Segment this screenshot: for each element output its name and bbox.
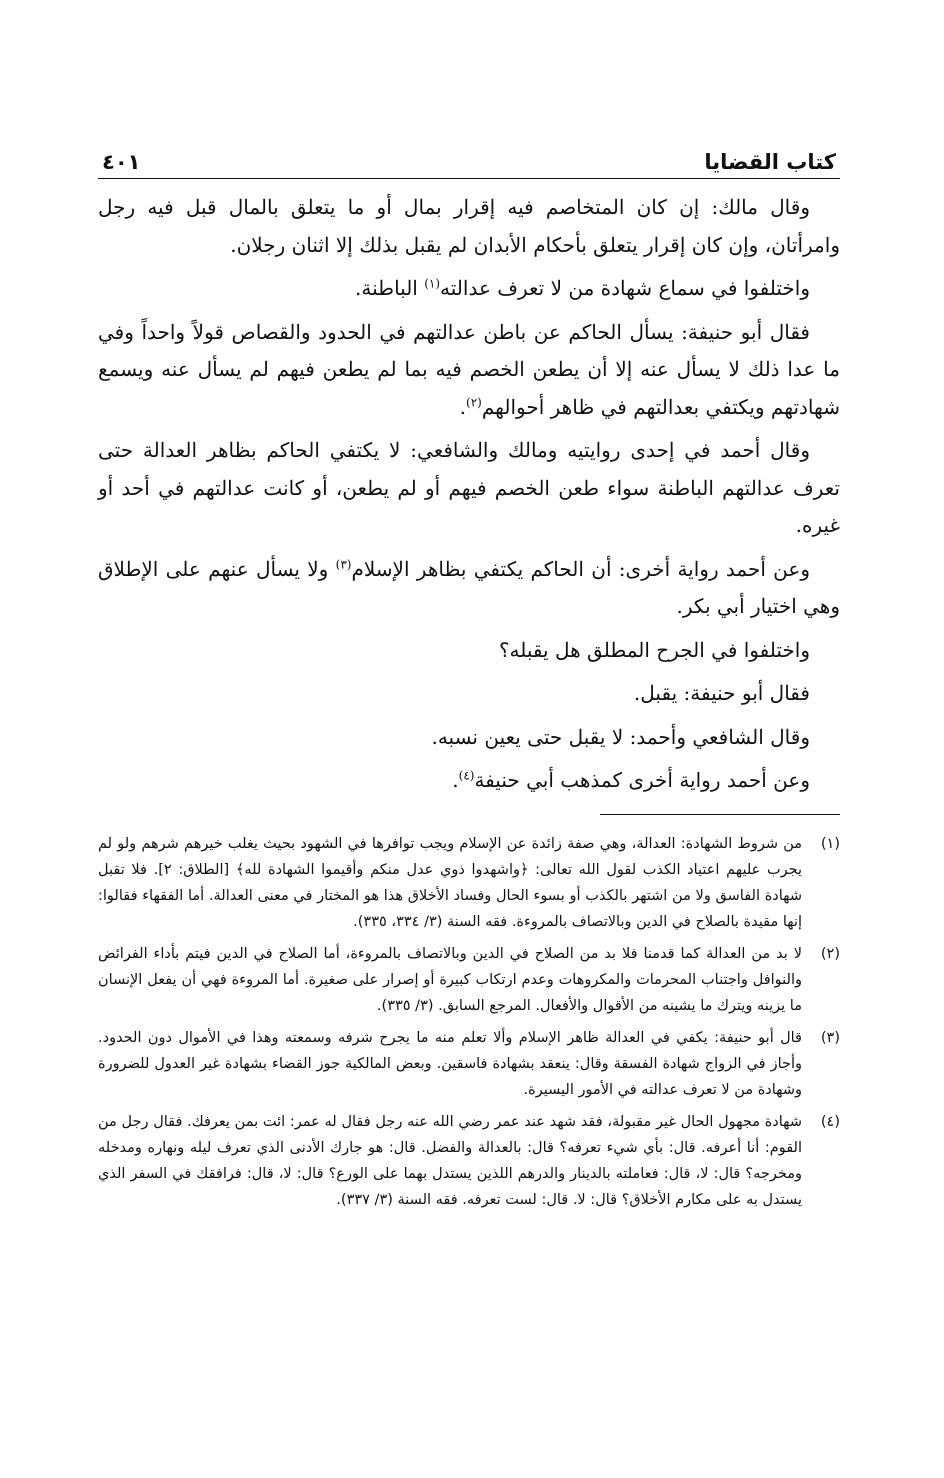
footnote-ref-2[interactable]: (٢): [466, 394, 482, 409]
footnote-text: من شروط الشهادة: العدالة، وهي صفة زائدة عن الإسلام ويجب توافرها في الشهود بحيث يغلب خيرهم شرهم ولو لم يجرب عليهم اعتياد الكذب لقول الله تعالى: ﴿واشهدوا ذوي عدل منكم وأقيموا الشهادة لله﴾ [الطلاق: ٢]. فلا تقبل شهادة الفاسق ولا من اشتهر بالكذب أو بسوء الحال وفساد الأخلاق هذا هو المختار في معنى العدالة. أما الفقهاء فقالوا: إنها مقيدة بالصلاح في الدين وبالاتصاف بالمروءة. فقه السنة (٣/ ٣٣٤، ٣٣٥).: [98, 835, 802, 930]
footnote-number: (٢): [820, 945, 840, 962]
paragraph: فقال أبو حنيفة: يقبل.: [633, 681, 810, 705]
footnote-text: قال أبو حنيفة: يكفي في العدالة ظاهر الإسلام وألا تعلم منه ما يجرح شرفه وسمعته وهذا في الأموال دون الحدود. وأجاز في الزواج شهادة الفسقة وقال: ينعقد بشهادة فاسقين. وبعض المالكية جوز القضاء بشهادة غير العدول للضرورة وشهادة من لا تعرف عدالته في الأمور اليسيرة.: [98, 1029, 802, 1098]
book-page: [98, 140, 840, 1219]
paragraph: وقال أحمد في إحدى روايتيه ومالك والشافعي: لا يكتفي الحاكم بظاهر العدالة حتى تعرف عدالتهم الباطنة سواء طعن الخصم فيهم أو لم يطعن، أو كانت عدالتهم في أحد أو غيره.: [98, 438, 840, 537]
footnote-1: [98, 831, 840, 935]
running-header: [98, 140, 840, 178]
running-title: كتاب القضايا: [704, 150, 836, 174]
footnote-text: شهادة مجهول الحال غير مقبولة، فقد شهد عند عمر رضي الله عنه رجل فقال له عمر: ائت بمن يعرفك. فقال رجل من القوم: أنا أعرفه. قال: بأي شيء تعرفه؟ قال: بالعدالة والفضل. قال: هو جارك الأدنى الذي تعرف ليله ونهاره ومدخله ومخرجه؟ قال: لا، قال: فعاملته بالدينار والدرهم اللذين يستدل بهما على الورع؟ قال: لا، قال: فرافقك في السفر الذي يستدل به على مكارم الأخلاق؟ قال: لا. قال: لست تعرفه. فقه السنة (٣/ ٣٣٧).: [98, 1113, 802, 1208]
paragraph: وعن أحمد رواية أخرى كمذهب أبي حنيفة$^{(٤)}$.: [452, 768, 810, 792]
footnote-separator: [600, 814, 840, 815]
paragraph: وقال مالك: إن كان المتخاصم فيه إقرار بمال أو ما يتعلق بالمال قبل فيه رجل وامرأتان، وإن كان إقرار يتعلق بأحكام الأبدان لم يقبل بذلك إلا اثنان رجلان.: [98, 195, 840, 257]
footnote-2: [98, 941, 840, 1019]
footnote-number: (٣): [820, 1029, 840, 1046]
footnotes: [98, 831, 840, 1213]
footnote-ref-3[interactable]: (٣): [335, 556, 352, 571]
footnote-3: [98, 1025, 840, 1103]
paragraph: وقال الشافعي وأحمد: لا يقبل حتى يعين نسبه.: [431, 724, 810, 749]
page-number: ٤٠١: [102, 150, 141, 174]
footnote-4: [98, 1109, 840, 1213]
paragraph: واختلفوا في الجرح المطلق هل يقبله؟: [498, 637, 810, 662]
footnote-ref-4[interactable]: (٤): [458, 768, 475, 783]
paragraph: وعن أحمد رواية أخرى: أن الحاكم يكتفي بظاهر الإسلام$^{(٣)}$ ولا يسأل عنهم على الإطلاق وهي اختيار أبي بكر.: [98, 556, 840, 618]
paragraph: فقال أبو حنيفة: يسأل الحاكم عن باطن عدالتهم في الحدود والقصاص قولاً واحداً وفي ما عدا ذلك لا يسأل عنه إلا أن يطعن الخصم فيه بما لم يطعن فيهم لم يسأل عنه ويسمع شهادتهم ويكتفي بعدالتهم في ظاهر أحوالهم$^{(٢)}$.: [98, 319, 840, 419]
footnote-text: لا بد من العدالة كما قدمنا فلا بد من الصلاح في الدين وبالاتصاف بالمروءة، أما الصلاح في الدين فيتم بأداء الفرائض والنوافل واجتناب المحرمات والمكروهات وعدم ارتكاب كبيرة أو إصرار على صغيرة. أما المروءة فهي أن يفعل الإنسان ما يزينه ويترك ما يشينه من الأقوال والأفعال. المرجع السابق. (٣/ ٣٣٥).: [98, 945, 802, 1014]
header-rule: [98, 178, 840, 179]
footnote-number: (٤): [820, 1113, 840, 1130]
paragraph: واختلفوا في سماع شهادة من لا تعرف عدالته$^{(١)}$ الباطنة.: [355, 276, 810, 300]
footnote-ref-1[interactable]: (١): [424, 276, 441, 291]
footnote-number: (١): [820, 835, 840, 852]
main-text: [98, 189, 840, 800]
